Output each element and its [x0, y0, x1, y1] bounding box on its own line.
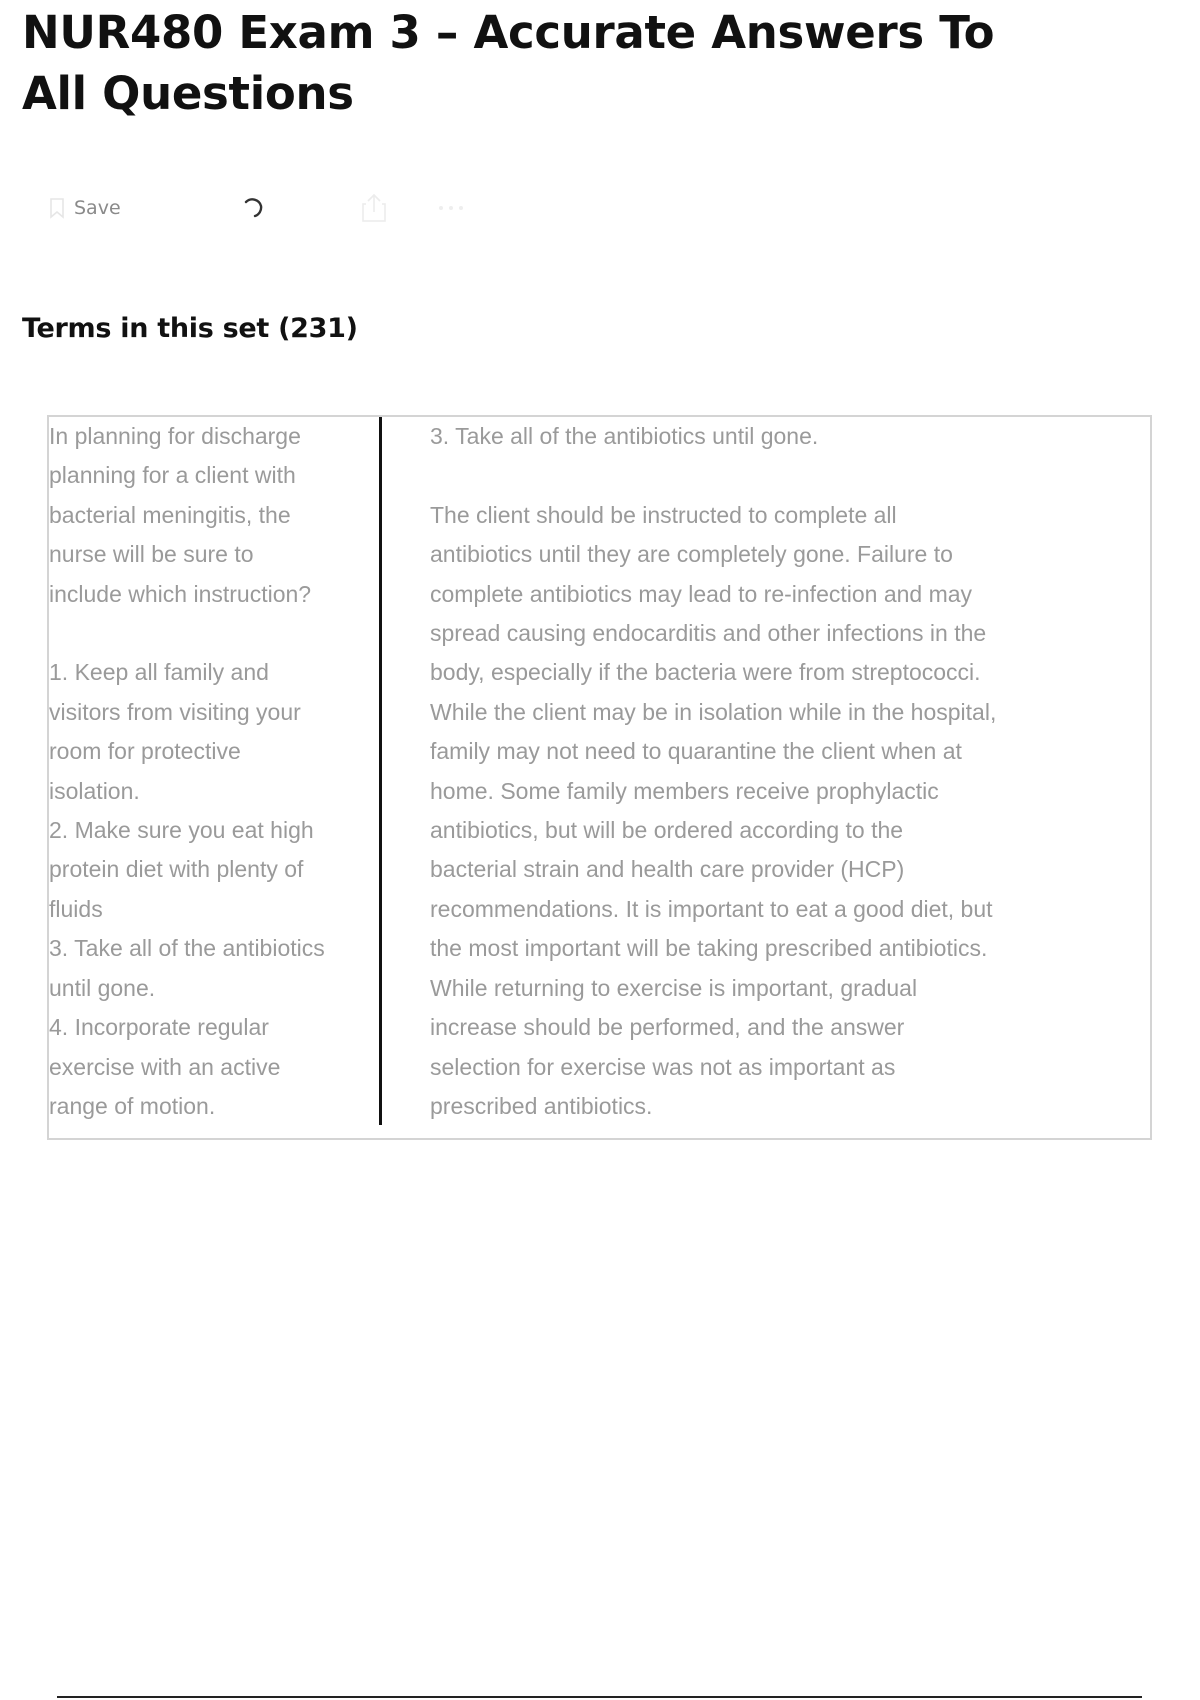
footer-divider	[57, 1696, 1142, 1698]
flashcard	[47, 415, 1152, 1140]
column-divider	[379, 417, 382, 1125]
term-text: In planning for discharge planning for a client with bacterial meningitis, the nurse will be sure to include which instruction? 1. Keep all family and visitors from visiting your room for protective isolation. 2. Make sure you eat high protein diet with plenty of fluids 3. Take all of the antibiotics until gone. 4. Incorporate regular exercise with an active range of motion.	[49, 423, 325, 1119]
more-options-icon[interactable]	[436, 188, 466, 228]
terms-count-heading: Terms in this set (231)	[22, 313, 358, 344]
definition-column	[430, 417, 1130, 1126]
term-column	[49, 417, 379, 1126]
toolbar	[48, 188, 508, 228]
loading-spinner-icon	[240, 188, 266, 228]
page-title: NUR480 Exam 3 – Accurate Answers To All Questions	[22, 6, 995, 120]
definition-text: 3. Take all of the antibiotics until gone. The client should be instructed to complete all antibiotics until they are completely gone. Failure to complete antibiotics may lead to re-infection and may spread causing endocarditis and other infections in the body, especially if the bacteria were from streptococci. While the client may be in isolation while in the hospital, family may not need to quarantine the client when at home. Some family members receive prophylactic antibiotics, but will be ordered according to the bacterial strain and health care provider (HCP) recommendations. It is important to eat a good diet, but the most important will be taking prescribed antibiotics. While returning to exercise is important, gradual increase should be performed, and the answer selection for exercise was not as important as prescribed antibiotics.	[430, 423, 997, 1119]
save-button[interactable]	[48, 188, 121, 228]
share-icon[interactable]	[360, 188, 388, 228]
bookmark-icon	[48, 197, 66, 219]
save-label: Save	[74, 197, 121, 219]
